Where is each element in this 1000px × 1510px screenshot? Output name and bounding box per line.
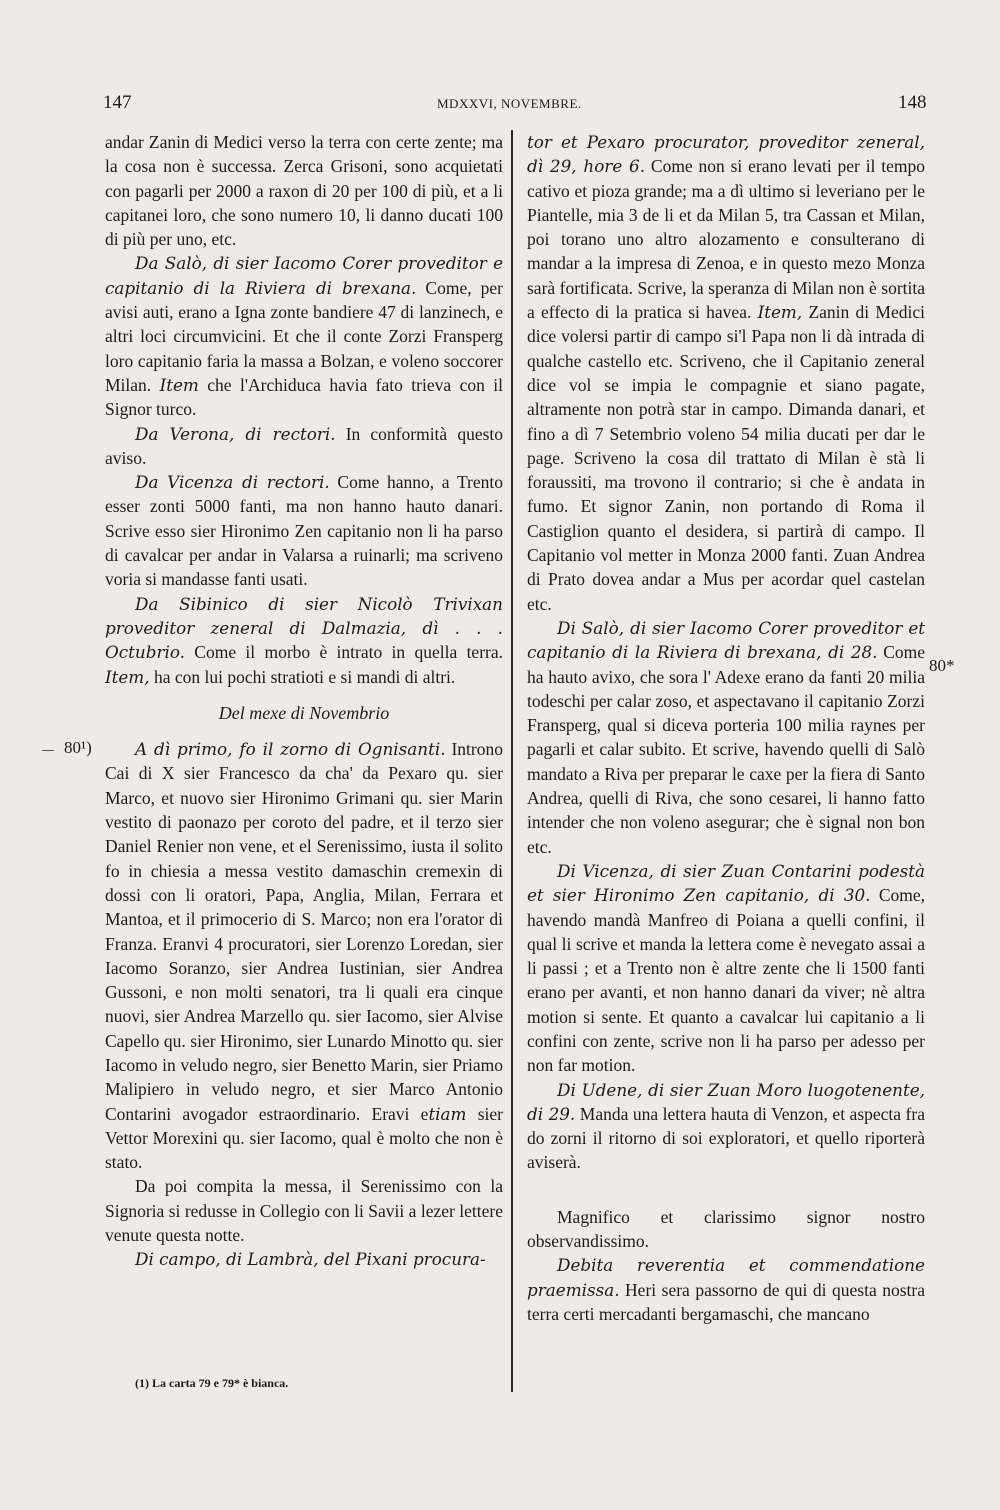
page-header	[0, 92, 1000, 122]
margin-note-left: 80¹)	[64, 738, 92, 757]
right-column	[527, 130, 925, 1326]
margin-dash	[42, 750, 54, 751]
paragraph: Da poi compita la messa, il Serenissimo con la Signoria si redusse in Collegio con li Savii a lezer lettere venute questa notte.	[105, 1176, 503, 1246]
paragraph: Magnifico et clarissimo signor nostro observandissimo.	[527, 1206, 925, 1252]
paragraph: Di Salò, di sier Iacomo Corer proveditor et capitanio di la Riviera di brexana, di 28. Come ha hauto avixo, che sora l' Adexe erano da fanti 20 milia todeschi per calar zoso, et aspectavano il capitanio Zorzi Fransperg, qual si diceva porteria 100 milia raynes per pagarli et calar subito. Et scrive, havendo quelli di Salò mandato a Riva per preparar le caxe per la fiera di Santo Andrea, quelli di Riva, che sono cesarei, li hanno fatto intender che non voleno asegurar; che è signal non bon etc.	[527, 617, 925, 857]
section-heading: Del mexe di Novembrio	[218, 702, 390, 723]
footnote: (1) La carta 79 e 79* è bianca.	[135, 1376, 289, 1390]
margin-note-right: 80*	[929, 656, 955, 675]
paragraph: andar Zanin di Medici verso la terra con certe zente; ma la cosa non è successa. Zerca Grisoni, sono acquietati con pagarli per 2000 a raxon di 20 per 100 di più, et a li capitanei loro, che sono numero 10, li danno ducati 100 di più per uno, etc.	[105, 132, 503, 250]
paragraph: Di campo, di Lambrà, del Pixani procura-	[135, 1249, 486, 1270]
paragraph: Di Udene, di sier Zuan Moro luogotenente, di 29. Manda una lettera hauta di Venzon, et aspecta fra do zorni il ritorno di soi exploratori, et quello riporterà aviserà.	[527, 1079, 925, 1173]
paragraph: Debita reverentia et commendatione praemissa. Heri sera passorno de qui di questa nostra terra certi mercadanti bergamaschi, che mancano	[527, 1255, 925, 1324]
running-head: MDXXVI, NOVEMBRE.	[437, 96, 582, 111]
paragraph: Di Vicenza, di sier Zuan Contarini podestà et sier Hironimo Zen capitanio, di 30. Come, havendo mandà Manfreo di Poiana a quelli confini, il qual li scrive et manda la lettera come è nevegato assai a li passi ; et a Trento non è altre zente che li 1500 fanti erano per avanti, et non hanno danari da viver; nè altra motion si sente. Et quanto a cavalcar lui capitanio a li confini con zente, scrive non li ha parso per adesso per non far motion.	[527, 860, 926, 1076]
paragraph: Da Verona, di rectori. In conformità questo aviso.	[105, 423, 504, 468]
paragraph: tor et Pexaro procurator, proveditor zeneral, dì 29, hore 6. Come non si erano levati per il tempo cativo et pioza grande; ma a dì ultimo si leveriano per le Piantelle, mia 3 de li et da Milan 5, tra Cassan et Milan, poi torano uno altro alozamento e consulterano di mandar a la impresa di Zenoa, e in questo mezo Monza sarà fortificata. Scrive, la speranza di Milan non è sortita a effecto di la pratica si havea. Item, Zanin di Medici dice volersi partir di campo si'l Papa non li dà intrada di qualche castello etc. Scriveno, che il Capitanio zeneral dice vol se impia le compagnie et siano pagate, altramente non potrà star in campo. Dimanda danari, et fino a dì 7 Setembrio voleno 54 milia ducati per dar le page. Scriveno la cosa dil trattato di Milan è stà li foraussiti, ma trovono il contrario; si che è andata in fumo. Et signor Zanin, non portando di Roma il Castiglion quanto el desidera, si partirà di campo. Il Capitanio vol metter in Monza 2000 fanti. Zuan Andrea di Prato dovea andar a Mus per acordar quel castelan etc.	[527, 132, 925, 614]
page-number-right: 148	[898, 92, 927, 113]
paragraph: Da Salò, di sier Iacomo Corer proveditor e capitanio di la Riviera di brexana. Come, per avisi auti, erano a Igna zonte bandiere 47 di lanzinech, e altri loci circumvicini. Et che il conte Zorzi Fransperg loro capitanio faria la massa a Bolzan, e voleno soccorer Milan. Item che l'Archiduca havia fato trieva con il Signor turco.	[105, 253, 504, 420]
left-column	[105, 130, 503, 1272]
paragraph: A dì primo, fo il zorno di Ognisanti. Introno Cai di X sier Francesco da cha' da Pexaro qu. sier Marco, et nuovo sier Hironimo Grimani qu. sier Marin vestito di paonazo per coroto del padre, et il terzo sier Daniel Renier non vene, et el Serenissimo, iusta il solito fo in chiesia a messa vestito damaschin cremexin di dossi con li oratori, Papa, Anglia, Milan, Ferrara et Mantoa, et il primocerio di S. Marco; non era l'orator di Franza. Eranvi 4 procuratori, sier Lorenzo Loredan, sier Iacomo Soranzo, sier Andrea Iustinian, sier Andrea Gussoni, e non molti senatori, tra li quali era cinque nuovi, sier Andrea Marzello qu. sier Iacomo, sier Alvise Capello qu. sier Hironimo, sier Lunardo Minotto qu. sier Iacomo in veludo negro, sier Benetto Marin, sier Priamo Malipiero in veludo negro, et sier Marco Antonio Contarini avogador estraordinario. Eravi etiam sier Vettor Morexini qu. sier Iacomo, qual è molto che non è stato.	[105, 739, 503, 1173]
paragraph: Da Sibinico di sier Nicolò Trivixan proveditor zeneral di Dalmazia, dì . . . Octubrio. Come il morbo è intrato in quella terra. Item, ha con lui pochi stratioti e si mandi di altri.	[105, 593, 503, 687]
page-number-left: 147	[103, 92, 132, 113]
paragraph: Da Vicenza di rectori. Come hanno, a Trento esser zonti 5000 fanti, ma non hanno hauto danari. Scrive esso sier Hironimo Zen capitanio non li ha parso di cavalcar per andar in Valarsa a ruinarli; ma scriveno voria si mandasse fanti usati.	[105, 472, 503, 590]
column-divider	[511, 130, 513, 1392]
